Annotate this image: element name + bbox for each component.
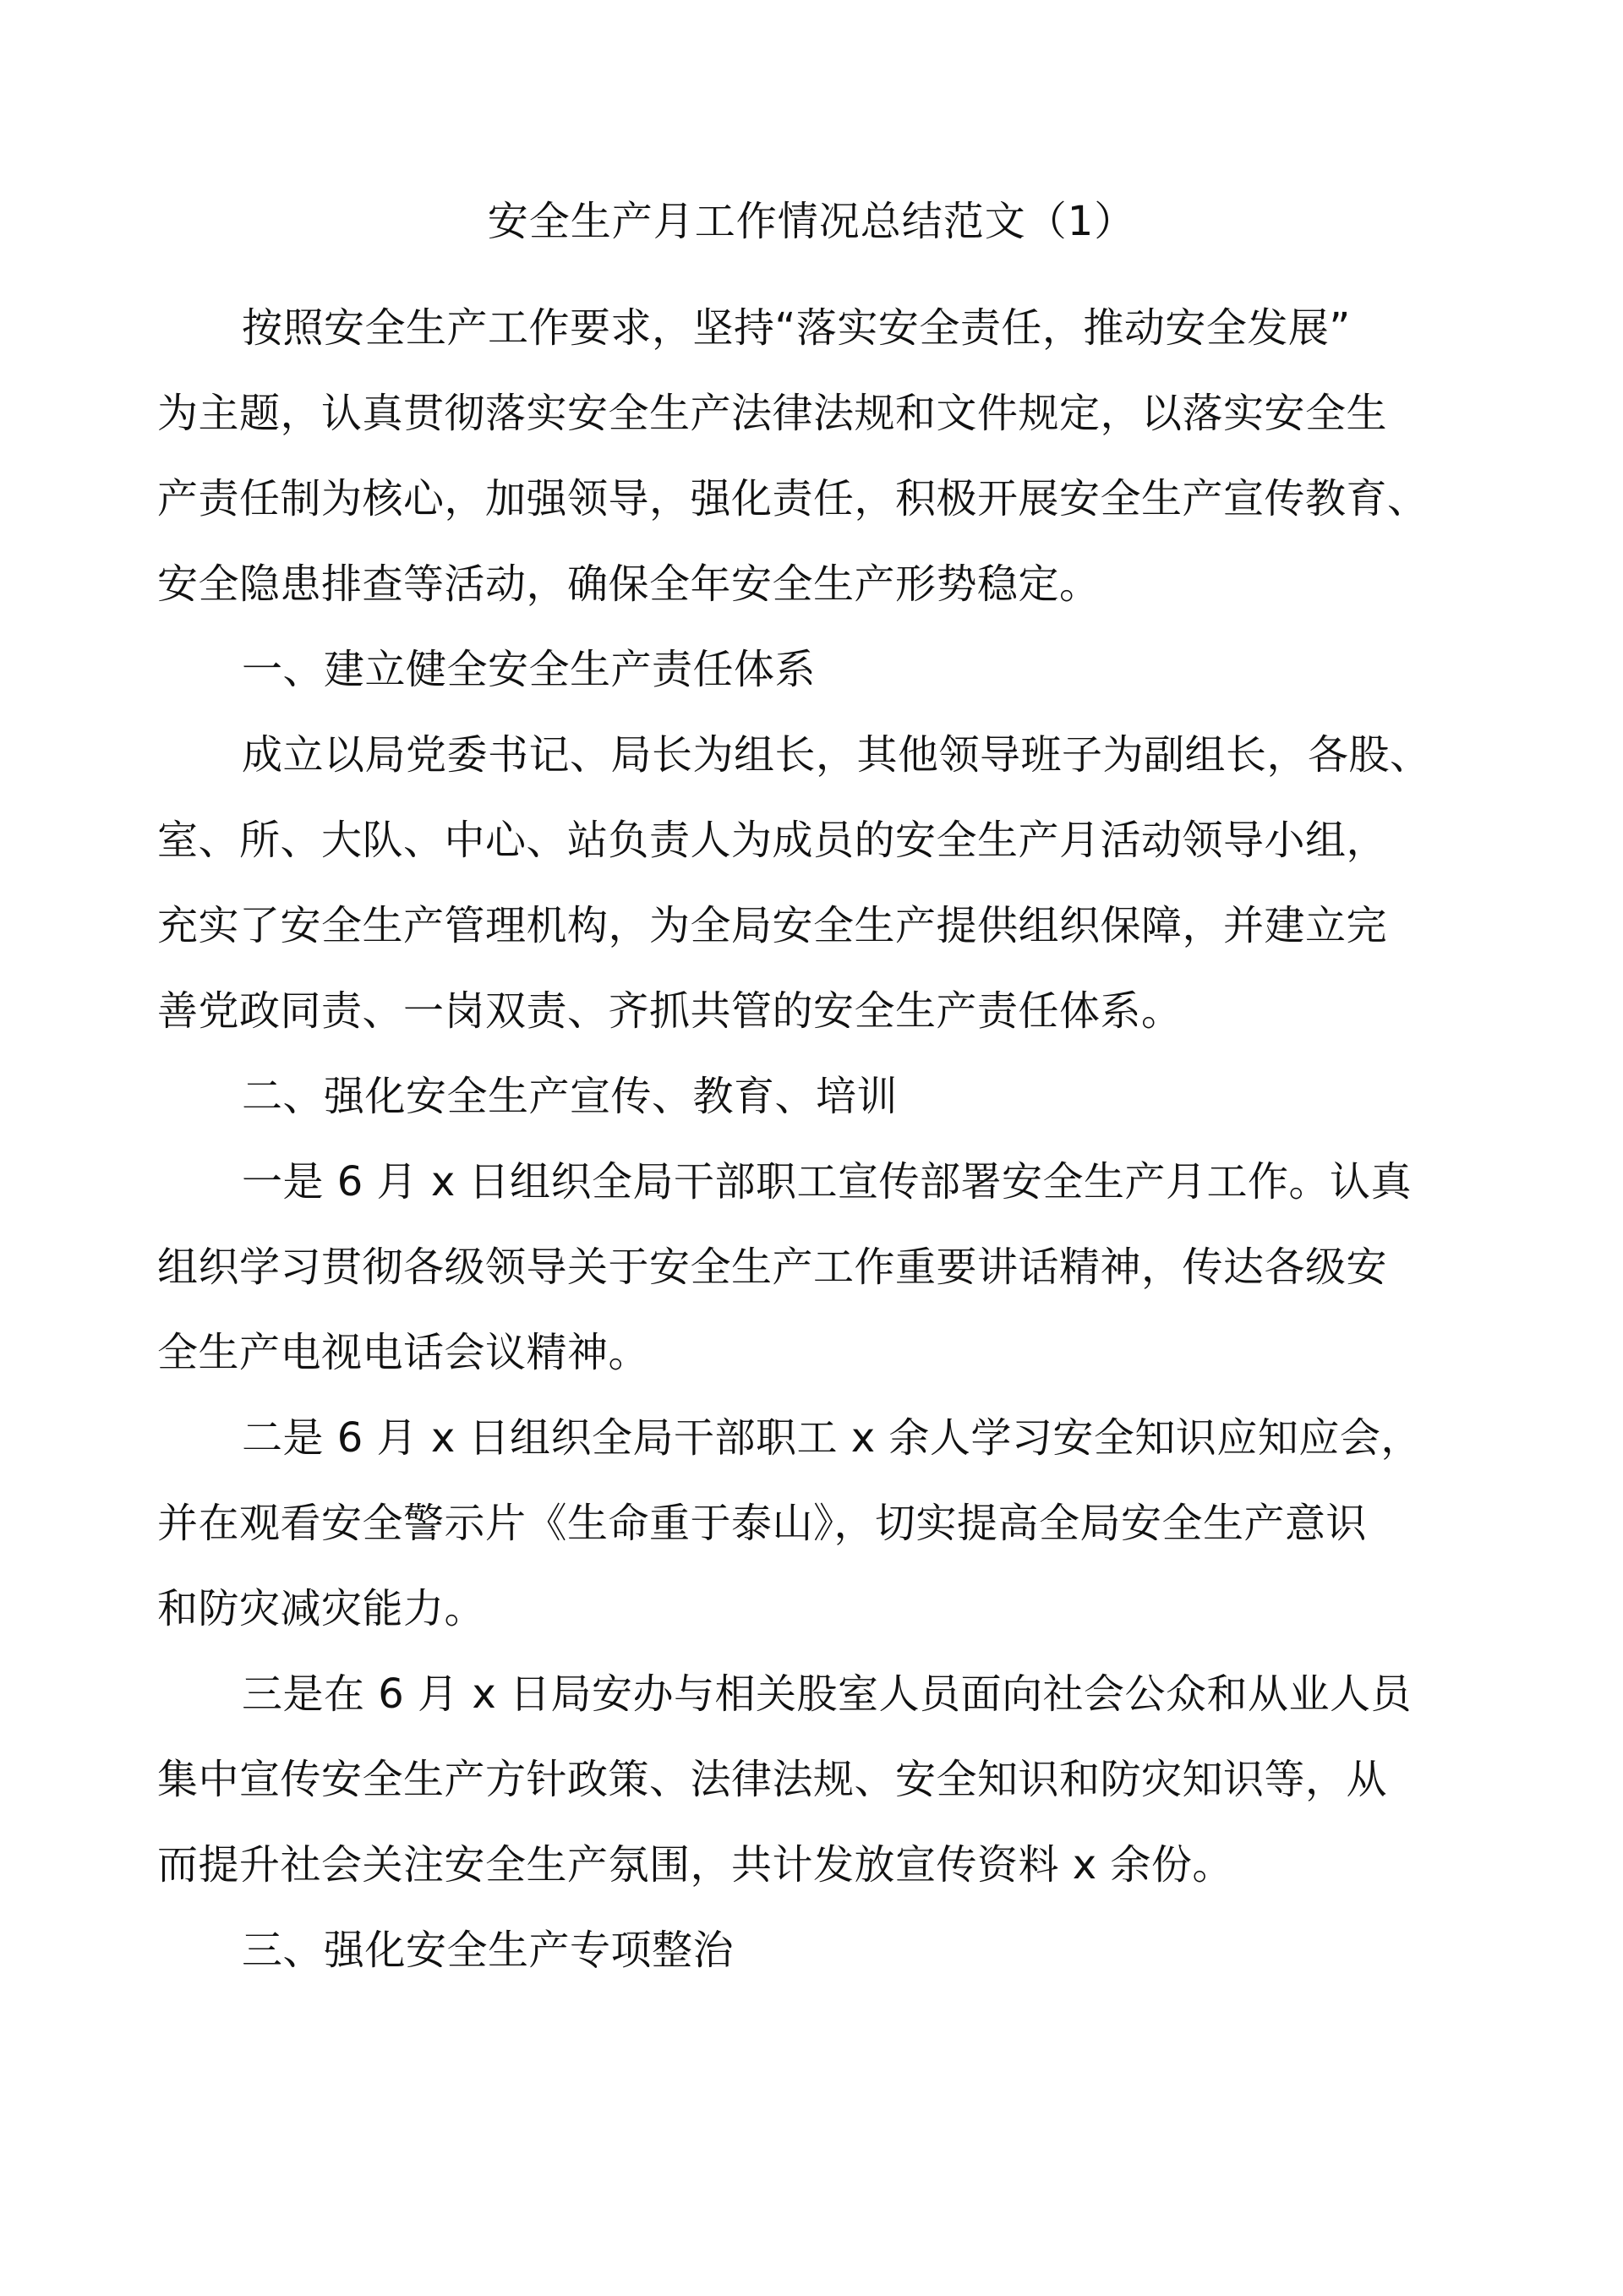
paragraph-item1-line-3: 全生产电视电话会议精神。 [157,1329,650,1376]
paragraph-item3-line-2: 集中宣传安全生产方针政策、法律法规、安全知识和防灾知识等，从 [157,1756,1388,1803]
paragraph-section1-line-1: 成立以局党委书记、局长为组长，其他领导班子为副组长，各股、 [242,731,1431,779]
paragraph-section1-line-2: 室、所、大队、中心、站负责人为成员的安全生产月活动领导小组， [157,817,1388,864]
paragraph-item2-line-3: 和防灾减灾能力。 [157,1585,486,1632]
paragraph-item2-line-2: 并在观看安全警示片《生命重于泰山》，切实提高全局安全生产意识 [157,1500,1368,1547]
paragraph-section1-line-4: 善党政同责、一岗双责、齐抓共管的安全生产责任体系。 [157,987,1183,1035]
paragraph-item1-line-1: 一是 6 月 x 日组织全局干部职工宣传部署安全生产月工作。认真 [242,1158,1412,1205]
paragraph-intro-line-1: 按照安全生产工作要求，坚持“落实安全责任，推动安全发展” [242,304,1351,352]
section-heading-1: 一、建立健全安全生产责任体系 [242,646,817,693]
paragraph-item2-line-1: 二是 6 月 x 日组织全局干部职工 x 余人学习安全知识应知应会， [242,1414,1422,1462]
paragraph-intro-line-4: 安全隐患排查等活动，确保全年安全生产形势稳定。 [157,560,1101,608]
document-title: 安全生产月工作情况总结范文（1） [487,198,1136,245]
paragraph-item3-line-3: 而提升社会关注安全生产氛围，共计发放宣传资料 x 余份。 [157,1841,1233,1889]
paragraph-intro-line-2: 为主题，认真贯彻落实安全生产法律法规和文件规定，以落实安全生 [157,390,1388,437]
document-body [157,286,1467,1993]
paragraph-item3-line-1: 三是在 6 月 x 日局安办与相关股室人员面向社会公众和从业人员 [242,1670,1412,1718]
section-heading-2: 二、强化安全生产宣传、教育、培训 [242,1073,899,1120]
paragraph-section1-line-3: 充实了安全生产管理机构，为全局安全生产提供组织保障，并建立完 [157,902,1388,949]
section-heading-3: 三、强化安全生产专项整治 [242,1927,735,1974]
paragraph-item1-line-2: 组织学习贯彻各级领导关于安全生产工作重要讲话精神，传达各级安 [157,1244,1388,1291]
paragraph-intro-line-3: 产责任制为核心，加强领导，强化责任，积极开展安全生产宣传教育、 [157,475,1429,522]
